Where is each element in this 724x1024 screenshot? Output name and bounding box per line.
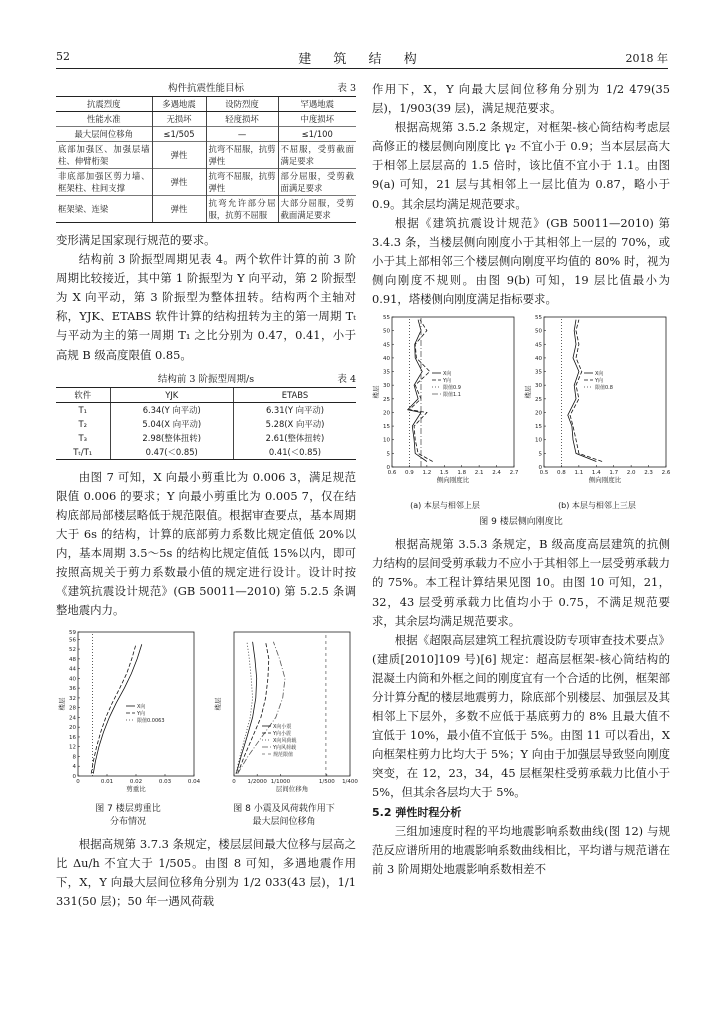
x-tick-label: 1/2000	[247, 779, 267, 786]
paragraph: 根据高规第 3.5.3 条规定，B 级高度高层建筑的抗侧力结构的层间受剪承载力不应小于其相邻上一层受剪承载力的 75%。本工程计算结果见图 10。由图 10 可知，21，32，43 层受剪承载力比值均小于 0.75，不满足规范要求，其余层均满足规范要求。	[372, 537, 670, 628]
legend-label: X向小震	[273, 724, 292, 731]
table-cell: ≤1/100	[278, 127, 356, 142]
legend-label: Y向小震	[273, 731, 292, 738]
y-tick-label: 10	[383, 437, 390, 444]
year: 2018 年	[625, 52, 668, 65]
y-tick-label: 30	[383, 383, 390, 390]
section-heading: 5.2 弹性时程分析	[372, 805, 462, 819]
legend-label: 限值0.8	[595, 385, 613, 392]
x-tick-label: 1.7	[609, 470, 619, 477]
x-tick-label: 2.4	[492, 470, 501, 477]
table-cell: Tₜ/T₁	[56, 445, 110, 460]
x-axis-label: 侧向刚度比	[588, 476, 622, 485]
fig9-caption: 图 9 楼层侧向刚度比	[479, 517, 563, 528]
table-cell: 不屈服，受剪截面满足要求	[278, 142, 356, 169]
table-cell: —	[206, 127, 278, 142]
table-cell: 轻度损坏	[206, 112, 278, 127]
paragraph: 根据《超限高层建筑工程抗震设防专项审查技术要点》(建质[2010]109 号)[6] 规定：超高层框架-核心筒结构的混凝土内筒和外框之间的刚度宜有一个合适的比例，框架部分计算分配的楼层地震剪力，除底部个别楼层、加强层及其相邻上下层外，多数不应低于基底剪力的 8% 且最大值不宜低于 10%，最小值不宜低于 5%。由图 11 可以看出，X 向框架柱剪力比均大于 5%；Y 向由于加强层导致竖向刚度突变，在 12，23，34，45 层框架柱受剪承载力比值小于 5%，但其余各层均大于 5%。	[372, 632, 670, 800]
y-tick-label: 36	[69, 686, 76, 693]
x-tick-label: 1/1000	[270, 779, 291, 786]
x-tick-label: 0.02	[129, 779, 143, 786]
y-tick-label: 50	[535, 328, 542, 335]
table3-caption	[56, 82, 356, 96]
running-header	[56, 46, 668, 69]
paragraph: 根据高规第 3.5.2 条规定，对框架-核心筒结构考虑层高修正的楼层侧向刚度比 γ₂ 不宜小于 0.9；当本层层高大于相邻上层层高的 1.5 倍时，该比值不宜小于 1.1。由图 9(a) 可知，21 层与其相邻上一层比值为 0.87，略小于 0.9。其余层均满足规范要求。	[372, 120, 670, 211]
x-tick-label: 1.2	[422, 470, 432, 477]
y-tick-label: 44	[69, 667, 76, 674]
x-tick-label: 2.0	[626, 470, 636, 477]
table-cell: T₂	[78, 418, 87, 429]
table-cell: 5.04(X 向平动)	[110, 417, 233, 431]
legend-label: X向	[443, 371, 452, 378]
paragraph: 三组加速度时程的平均地震影响系数曲线(图 12) 与规范反应谱所用的地震影响系数曲线相比，平均谱与规范谱在前 3 阶周期处地震影响系数相差不	[372, 823, 670, 876]
table-row	[56, 169, 356, 196]
table-cell: 性能水准	[56, 112, 152, 127]
x-tick-label: 0.6	[387, 470, 397, 477]
fig8-chart	[212, 626, 356, 796]
y-tick-label: 40	[383, 356, 390, 363]
y-tick-label: 35	[535, 369, 542, 376]
legend-label: 限值0.0063	[137, 718, 165, 725]
table-cell: 底部加强区、加强层墙柱、伸臂桁架	[56, 142, 152, 169]
table-row	[56, 431, 356, 445]
fig7-caption-line: 分布情况	[109, 816, 146, 827]
fig8-caption-line: 最大层间位移角	[252, 816, 316, 827]
table-cell: 2.61(整体扭转)	[233, 431, 356, 445]
table-cell: 弹性	[152, 169, 206, 196]
x-tick-label: 0.5	[539, 470, 549, 477]
table4-caption	[56, 373, 356, 387]
x-tick-label: 2.3	[644, 470, 653, 477]
y-tick-label: 0	[538, 465, 542, 472]
table-cell: 0.41(＜0.85)	[233, 445, 356, 460]
table-row	[56, 112, 356, 127]
table-row	[56, 127, 356, 142]
legend-label: 限值1.1	[443, 392, 461, 399]
y-tick-label: 12	[69, 745, 76, 752]
x-tick-label: 2.1	[474, 470, 484, 477]
paragraph: 由图 7 可知，X 向最小剪重比为 0.006 3，满足规范限值 0.006 的要求；Y 向最小剪重比为 0.005 7，仅在结构底部局部楼层略低于规范限值。根据审查要点，基本周期大于 6s 的结构，计算的底部剪力系数比规定值低 20%以内，基本周期 3.5～5s 的结构比规定值低 15%以内，即可按照高规关于剪力系数最小值的规定进行设计。设计时按《建筑抗震设计规范》(GB 50011—2010) 第 5.2.5 条调整地震内力。	[56, 469, 356, 618]
y-tick-label: 15	[383, 424, 390, 431]
figure-9	[372, 313, 670, 529]
fig7-chart	[56, 626, 200, 796]
table3-number: 表 3	[337, 83, 356, 94]
left-column	[56, 80, 356, 911]
table-cell: 抗弯不屈服，抗剪弹性	[206, 142, 278, 169]
y-tick-label: 10	[535, 437, 542, 444]
table-row	[56, 142, 356, 169]
y-tick-label: 52	[69, 647, 76, 654]
x-tick-label: 0	[76, 779, 80, 786]
figure-8	[212, 626, 356, 828]
y-tick-label: 4	[72, 764, 76, 771]
y-axis-label: 楼层	[58, 697, 66, 711]
figure-9a	[372, 313, 518, 512]
y-tick-label: 15	[535, 424, 542, 431]
x-tick-label: 0	[232, 779, 236, 786]
x-tick-label: 1.4	[591, 470, 601, 477]
paragraph: 根据《建筑抗震设计规范》(GB 50011—2010) 第 3.4.3 条，当楼层侧向刚度小于其相邻上一层的 70%，或小于其上部相邻三个楼层侧向刚度平均值的 80% 时，视为侧向刚度不规则。由图 9(b) 可知，19 层比值最小为 0.91，塔楼侧向刚度满足指标要求。	[372, 215, 670, 307]
table-cell: T₁	[78, 404, 87, 415]
x-tick-label: 1/400	[342, 779, 358, 786]
x-tick-label: 0.04	[187, 779, 201, 786]
table-cell: 弹性	[152, 196, 206, 223]
table-cell: T₃	[78, 432, 87, 443]
legend-label: 规范限值	[273, 752, 294, 759]
y-tick-label: 59	[69, 630, 76, 637]
x-tick-label: 0.01	[100, 779, 114, 786]
table-cell: 抗弯允许部分屈服，抗剪不屈服	[206, 196, 278, 223]
y-tick-label: 32	[69, 696, 76, 703]
y-tick-label: 50	[383, 328, 390, 335]
legend-label: Y向风荷载	[273, 745, 297, 752]
x-tick-label: 1.5	[439, 470, 449, 477]
table-cell: 5.28(X 向平动)	[233, 417, 356, 431]
table-cell: 0.47(＜0.85)	[110, 445, 233, 460]
fig7-caption-line: 图 7 楼层剪重比	[95, 803, 161, 814]
y-axis-label: 楼层	[214, 697, 222, 711]
table-cell: 中度损坏	[278, 112, 356, 127]
table4-number: 表 4	[337, 373, 356, 385]
page-number: 52	[56, 50, 70, 63]
journal-title: 建 筑 结 构	[298, 52, 426, 67]
y-tick-label: 56	[69, 637, 76, 644]
legend-label: Y向	[137, 711, 146, 718]
x-tick-label: 0.03	[158, 779, 172, 786]
series-line	[93, 645, 142, 774]
table-row	[56, 402, 356, 417]
table4	[56, 387, 356, 460]
figure-9-panels	[372, 313, 670, 512]
y-tick-label: 45	[535, 342, 542, 349]
x-axis-label: 剪重比	[126, 785, 146, 794]
y-tick-label: 0	[72, 774, 76, 781]
legend-label: X向	[137, 704, 146, 711]
y-tick-label: 25	[535, 396, 542, 403]
y-tick-label: 16	[69, 735, 76, 742]
x-tick-label: 0.9	[405, 470, 414, 477]
y-tick-label: 20	[383, 410, 390, 417]
table-header: 软件	[56, 387, 110, 402]
x-tick-label: 1.1	[574, 470, 584, 477]
y-tick-label: 5	[538, 451, 542, 458]
y-tick-label: 40	[535, 356, 542, 363]
fig9b-chart	[524, 313, 670, 493]
y-tick-label: 8	[72, 754, 76, 761]
y-tick-label: 35	[383, 369, 390, 376]
fig9b-subcaption: (b) 本层与相邻上三层	[558, 501, 636, 511]
x-tick-label: 1.8	[457, 470, 467, 477]
y-axis-label: 楼层	[372, 385, 380, 399]
x-axis-label: 侧向刚度比	[436, 476, 470, 485]
y-axis-label: 楼层	[524, 385, 532, 399]
x-tick-label: 2.7	[509, 470, 519, 477]
table-cell: 弹性	[152, 142, 206, 169]
legend-label: Y向	[595, 378, 604, 385]
figure-7	[56, 626, 200, 828]
table-row	[56, 196, 356, 223]
x-tick-label: 1/500	[318, 779, 335, 786]
table-cell: 6.31(Y 向平动)	[233, 402, 356, 417]
table3-title: 构件抗震性能目标	[167, 83, 244, 94]
table4-header-row	[56, 387, 356, 402]
table-cell: ≤1/505	[152, 127, 206, 142]
table4-title: 结构前 3 阶振型周期/s	[157, 373, 255, 385]
table-cell: 最大层间位移角	[56, 127, 152, 142]
table-cell: 无损坏	[152, 112, 206, 127]
paragraph: 结构前 3 阶振型周期见表 4。两个软件计算的前 3 阶周期比较接近，其中第 1 阶振型为 Y 向平动，第 2 阶振型为 X 向平动，第 3 阶振型为整体扭转。结构两个主轴对称，YJK、ETABS 软件计算的结构扭转为主的第一周期 Tₜ 与平动为主的第一周期 T₁ 之比分别为 0.47，0.41，小于高规 B 级高度限值 0.85。	[56, 252, 356, 362]
table-header: 罕遇地震	[278, 97, 356, 112]
table-cell: 6.34(Y 向平动)	[110, 402, 233, 417]
paragraph: 变形满足国家现行规范的要求。	[56, 233, 216, 247]
table-cell: 大部分屈服，受剪截面满足要求	[278, 196, 356, 223]
table-row	[56, 445, 356, 460]
legend-label: X向	[595, 371, 604, 378]
table-cell: 框架梁、连梁	[56, 196, 152, 223]
legend-label: 限值0.9	[443, 385, 461, 392]
table-cell: 抗弯不屈服，抗剪弹性	[206, 169, 278, 196]
figure-9b	[524, 313, 670, 512]
fig8-caption	[212, 803, 356, 829]
table-header: 抗震烈度	[56, 97, 152, 112]
y-tick-label: 55	[535, 315, 542, 322]
table-header: YJK	[110, 387, 233, 402]
fig8-caption-line: 图 8 小震及风荷载作用下	[233, 803, 335, 814]
fig9a-chart	[372, 313, 518, 493]
table3-header-row	[56, 97, 356, 112]
plot-frame	[544, 317, 666, 467]
fig9a-subcaption: (a) 本层与相邻上层	[410, 501, 480, 511]
plot-frame	[78, 632, 194, 776]
y-tick-label: 25	[383, 396, 390, 403]
y-tick-label: 20	[69, 725, 76, 732]
table-header: 设防烈度	[206, 97, 278, 112]
y-tick-label: 0	[386, 465, 390, 472]
paragraph: 根据高规第 3.7.3 条规定，楼层层间最大位移与层高之比 Δu/h 不宜大于 1/505。由图 8 可知，多遇地震作用下，X，Y 向最大层间位移角分别为 1/2 033(43 层)，1/1 331(50 层)；50 年一遇风荷载	[56, 836, 356, 908]
y-tick-label: 20	[535, 410, 542, 417]
table3	[56, 96, 356, 223]
fig7-caption	[56, 803, 200, 829]
y-tick-label: 55	[383, 315, 390, 322]
y-tick-label: 45	[383, 342, 390, 349]
figure-7-8	[56, 626, 356, 828]
table-cell: 2.98(整体扭转)	[110, 431, 233, 445]
table-row	[56, 417, 356, 431]
y-tick-label: 24	[69, 715, 76, 722]
series-line	[236, 642, 256, 774]
y-tick-label: 5	[386, 451, 390, 458]
table-cell: 部分屈服，受剪截面满足要求	[278, 169, 356, 196]
table-header: ETABS	[233, 387, 356, 402]
legend-label: X向风荷载	[273, 738, 297, 745]
y-tick-label: 28	[69, 706, 76, 713]
y-tick-label: 40	[69, 676, 76, 683]
table-header: 多遇地震	[152, 97, 206, 112]
y-tick-label: 30	[535, 383, 542, 390]
series-line	[568, 320, 597, 462]
y-tick-label: 48	[69, 657, 76, 664]
table-cell: 非底部加强区剪力墙、框架柱、柱间支撑	[56, 169, 152, 196]
paragraph: 作用下，X，Y 向最大层间位移角分别为 1/2 479(35 层)，1/903(39 层)，满足规范要求。	[372, 82, 670, 116]
x-tick-label: 2.6	[661, 470, 671, 477]
x-tick-label: 0.8	[557, 470, 566, 477]
legend-label: Y向	[443, 378, 452, 385]
right-column	[372, 80, 670, 879]
x-axis-label: 层间位移角	[275, 785, 309, 794]
